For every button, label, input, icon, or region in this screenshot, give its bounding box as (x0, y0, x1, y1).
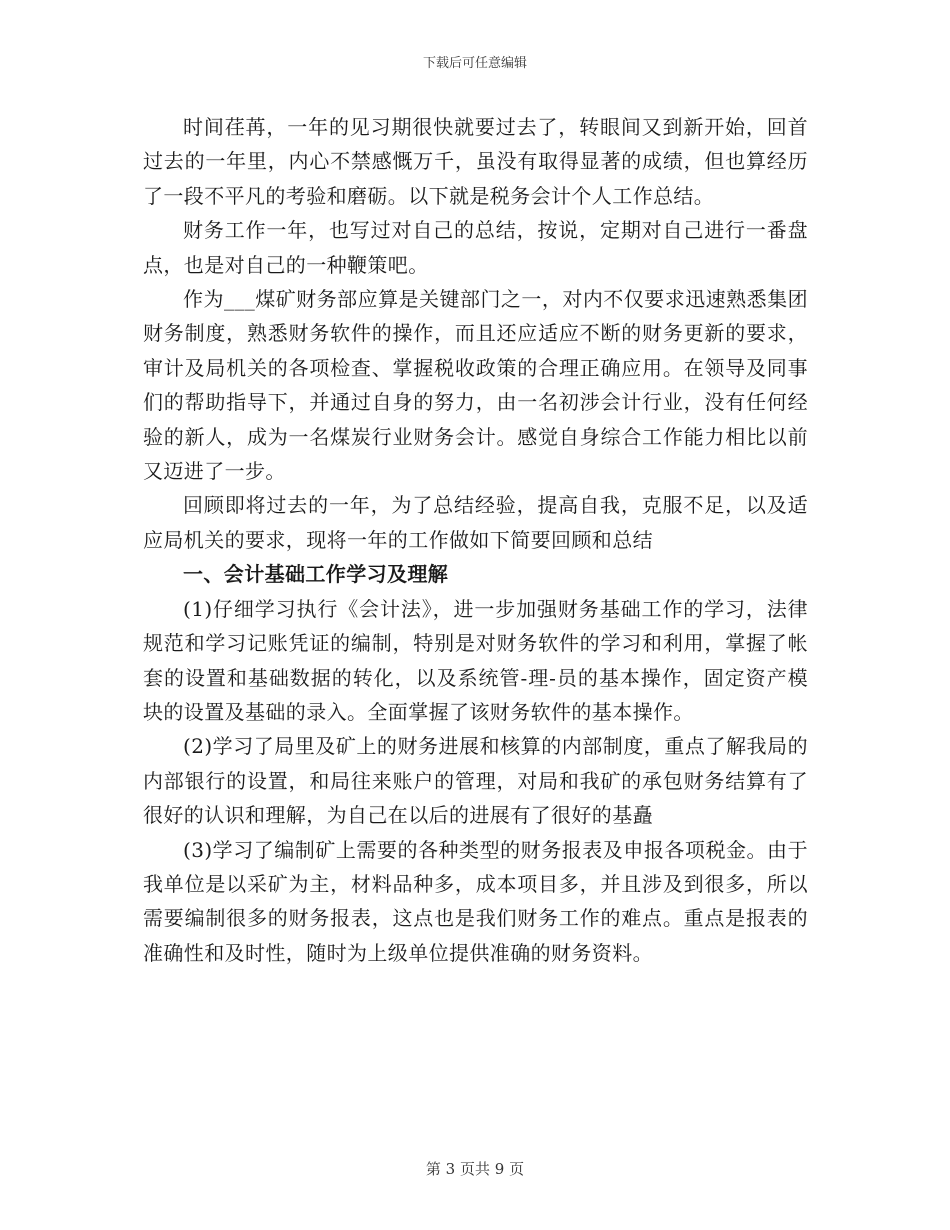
paragraph-intro: 时间荏苒，一年的见习期很快就要过去了，转眼间又到新开始，回首过去的一年里，内心不禁感慨万千，虽没有取得显著的成绩，但也算经历了一段不平凡的考验和磨砺。以下就是税务会计个人工作总结。 (143, 115, 808, 208)
section-heading: 一、会计基础工作学习及理解 (183, 562, 449, 587)
list-item-2: (2)学习了局里及矿上的财务进展和核算的内部制度，重点了解我局的内部银行的设置，和局往来账户的管理，对局和我矿的承包财务结算有了很好的认识和理解，为自己在以后的进展有了很好的基矗 (143, 734, 808, 828)
list-item-1: (1)仔细学习执行《会计法》，进一步加强财务基础工作的学习，法律规范和学习记账凭证的编制，特别是对财务软件的学习和利用，掌握了帐套的设置和基础数据的转化，以及系统管-理-员的基本操作，固定资产模块的设置及基础的录入。全面掌握了该财务软件的基本操作。 (143, 596, 808, 724)
page-footer: 第 3 页共 9 页 (425, 1160, 525, 1178)
list-item-3: (3)学习了编制矿上需要的各种类型的财务报表及申报各项税金。由于我单位是以采矿为主，材料品种多，成本项目多，并且涉及到很多，所以需要编制很多的财务报表，这点也是我们财务工作的难点。重点是报表的准确性和及时性，随时为上级单位提供准确的财务资料。 (143, 837, 808, 965)
paragraph-self-review: 财务工作一年，也写过对自己的总结，按说，定期对自己进行一番盘点，也是对自己的一种鞭策吧。 (143, 218, 808, 277)
page-header: 下载后可任意编辑 (422, 56, 527, 71)
paragraph-department: 作为___煤矿财务部应算是关键部门之一，对内不仅要求迅速熟悉集团财务制度，熟悉财务软件的操作，而且还应适应不断的财务更新的要求，审计及局机关的各项检查、掌握税收政策的合理正确应用。在领导及同事们的帮助指导下，并通过自身的努力，由一名初涉会计行业，没有任何经验的新人，成为一名煤炭行业财务会计。感觉自身综合工作能力相比以前又迈进了一步。 (143, 287, 808, 484)
document-body (143, 110, 808, 970)
paragraph-review-summary: 回顾即将过去的一年，为了总结经验，提高自我，克服不足，以及适应局机关的要求，现将一年的工作做如下简要回顾和总结 (143, 493, 808, 552)
